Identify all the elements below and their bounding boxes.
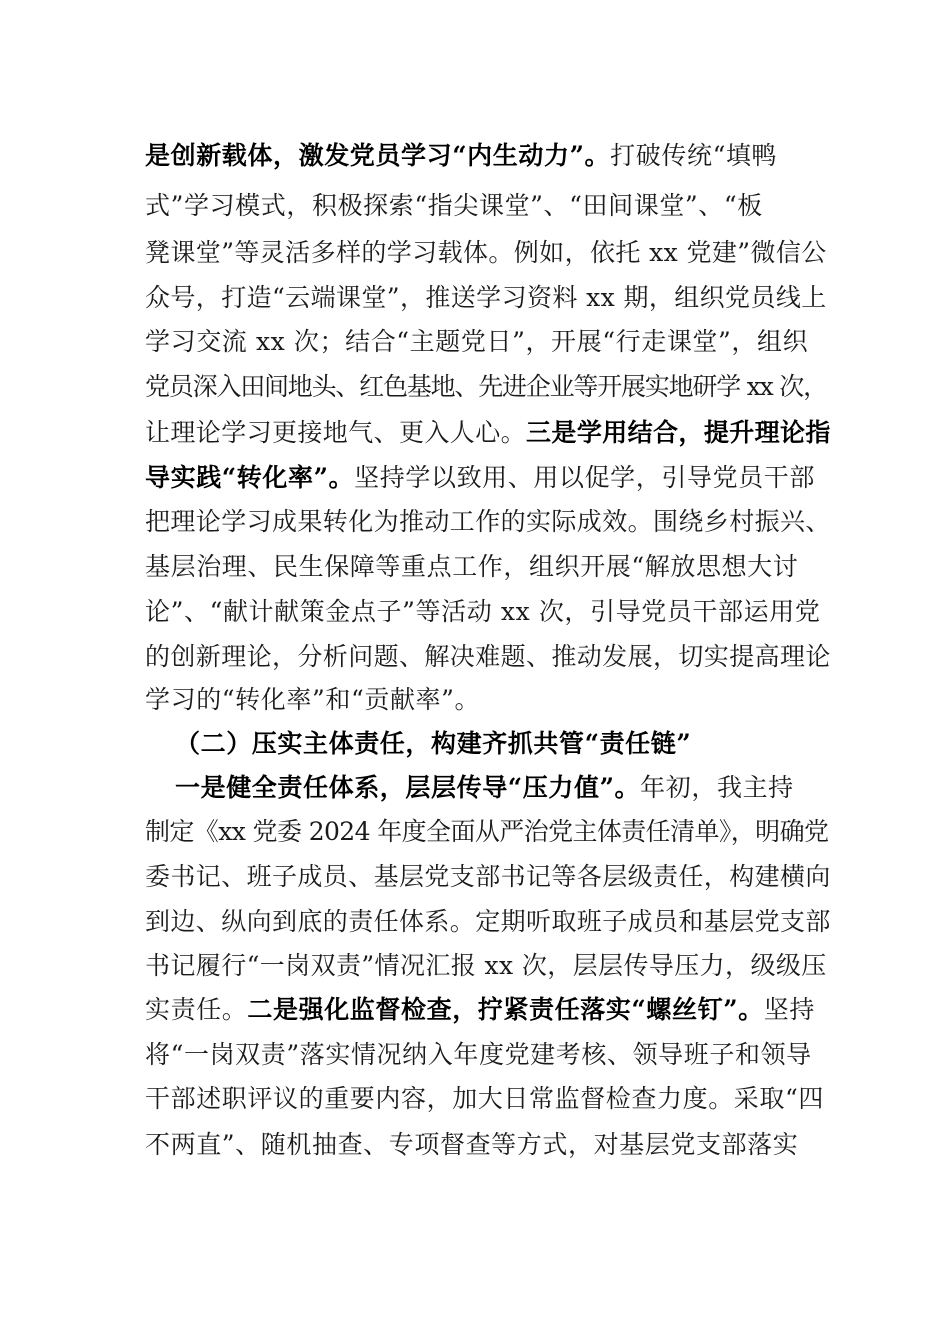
paragraph-line [145,857,831,897]
bold-text-segment: 三是学用结合，提升理论指 [526,418,831,447]
paragraph-heading-line [175,768,794,808]
paragraph-line [145,413,831,453]
paragraph-line [145,136,777,176]
paragraph-line [145,458,815,498]
paragraph-line [145,1125,798,1165]
paragraph-line [145,1035,812,1075]
paragraph-line [145,547,798,587]
paragraph-line [145,502,831,542]
bold-text-segment: （二）压实主体责任，构建齐抓共管“责任链” [175,729,692,758]
bold-text-segment: 导实践“转化率”。 [145,463,355,492]
text-segment: 凳课堂”等灵活多样的学习载体。例如，依托 xx 党建”微信公 [145,238,827,267]
text-segment: 打破传统“填鸭 [610,141,778,170]
paragraph-heading-line [175,724,691,764]
text-segment: 实责任。 [145,995,248,1024]
bold-text-segment: 一是健全责任体系，层层传导“压力值”。 [175,773,641,802]
text-segment: 让理论学习更接地气、更入人心。 [145,418,527,447]
text-segment: 不两直”、随机抽查、专项督查等方式，对基层党支部落实 [145,1130,799,1159]
text-segment: 制定《xx 党委 2024 年度全面从严治党主体责任清单》，明确党 [145,817,829,846]
text-segment: 委书记、班子成员、基层党支部书记等各层级责任，构建横向 [145,862,831,891]
paragraph-line [145,186,763,226]
text-segment: 将“一岗双责”落实情况纳入年度党建考核、领导班子和领导 [145,1040,812,1069]
text-segment: 坚持学以致用、用以促学，引导党员干部 [354,463,815,492]
text-segment: 党员深入田间地头、红色基地、先进企业等开展实地研学 xx 次， [145,372,827,401]
paragraph-line [145,680,480,720]
text-segment: 基层治理、民生保障等重点工作，组织开展“解放思想大讨 [145,552,799,581]
text-segment: 把理论学习成果转化为推动工作的实际成效。围绕乡村振兴、 [145,507,831,536]
text-segment: 论”、“献计献策金点子”等活动 xx 次，引导党员干部运用党 [145,597,821,626]
paragraph-line [145,322,808,362]
paragraph-line [145,637,831,677]
bold-text-segment: 是创新载体，激发党员学习“内生动力”。 [145,141,611,170]
paragraph-line [145,233,827,273]
paragraph-line [145,990,815,1030]
text-segment: 学习交流 xx 次；结合“主题党日”，开展“行走课堂”，组织 [145,327,809,356]
paragraph-line [145,902,831,942]
paragraph-line [145,367,827,407]
text-segment: 书记履行“一岗双责”情况汇报 xx 次，层层传导压力，级级压 [145,951,827,980]
text-segment: 干部述职评议的重要内容，加大日常监督检查力度。采取“四 [145,1084,824,1113]
paragraph-line [145,1079,824,1119]
text-segment: 的创新理论，分析问题、解决难题、推动发展，切实提高理论 [145,642,831,671]
text-segment: 式”学习模式，积极探索“指尖课堂”、“田间课堂”、“板 [145,191,763,220]
paragraph-line [145,946,827,986]
text-segment: 年初，我主持 [640,773,794,802]
text-segment: 众号，打造“云端课堂”，推送学习资料 xx 期，组织党员线上 [145,283,827,312]
bold-text-segment: 二是强化监督检查，拧紧责任落实“螺丝钉”。 [247,995,764,1024]
paragraph-line [145,278,827,318]
text-segment: 到边、纵向到底的责任体系。定期听取班子成员和基层党支部 [145,907,831,936]
text-segment: 学习的“转化率”和“贡献率”。 [145,685,481,714]
paragraph-line [145,812,828,852]
text-segment: 坚持 [763,995,815,1024]
paragraph-line [145,592,820,632]
